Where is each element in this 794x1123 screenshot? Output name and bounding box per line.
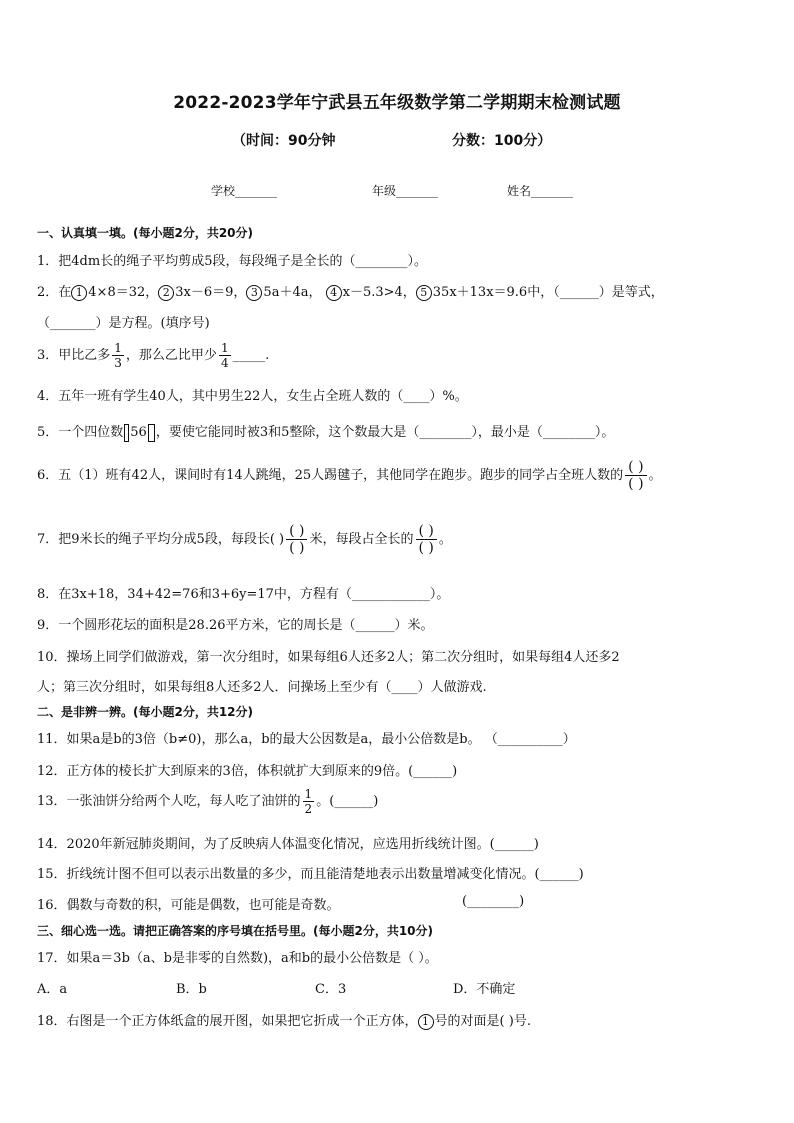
exam-time: （时间：90分钟 <box>232 133 336 149</box>
school-field: 学校_______ <box>211 184 278 198</box>
question-14: 14．2020年新冠肺炎期间，为了反映病人体温变化情况，应选用折线统计图。(______) <box>37 837 539 852</box>
answer-fraction-blank: $\frac{( )}{( )}$ <box>625 460 646 491</box>
answer-fraction-blank: $\frac{( )}{( )}$ <box>416 524 437 555</box>
circled-number-4: 4 <box>326 285 342 301</box>
question-3: 3．甲比乙多 $\frac{1}{3}$ ，那么乙比甲少 $\frac{1}{4}$ _____. <box>37 341 270 370</box>
fraction-one-half: $\frac{1}{2}$ <box>304 787 313 816</box>
section-2-heading: 二、是非辨一辨。(每小题2分，共12分) <box>37 705 254 719</box>
digit-box <box>148 424 155 442</box>
question-13: 13．一张油饼分给两个人吃，每人吃了油饼的 $\frac{1}{2}$ 。(______) <box>37 787 379 816</box>
section-1-heading: 一、认真填一填。(每小题2分，共20分) <box>37 226 254 240</box>
question-9: 9．一个圆形花坛的面积是28.26平方米，它的周长是（______）米。 <box>37 618 434 633</box>
option-b: B．b <box>176 982 207 997</box>
question-11: 11．如果a是b的3倍（b≠0)，那么a，b的最大公因数是a，最小公倍数是b。 （__________） <box>37 732 576 747</box>
question-16-answer-blank: (________) <box>462 894 525 909</box>
question-16: 16．偶数与奇数的积，可能是偶数，也可能是奇数。 <box>37 898 340 913</box>
question-7: 7．把9米长的绳子平均分成5段，每段长( ) $\frac{( )}{( )}$ 米，每段占全长的 $\frac{( )}{( )}$ 。 <box>37 523 452 556</box>
question-8: 8．在3x+18，34+42=76和3+6y=17中，方程有（____________）。 <box>37 587 450 602</box>
grade-field: 年级_______ <box>372 184 439 198</box>
option-d: D．不确定 <box>453 982 516 997</box>
question-2-line-2: （_______）是方程。(填序号) <box>37 316 210 331</box>
fraction-one-quarter: $\frac{1}{4}$ <box>220 341 229 370</box>
name-field: 姓名_______ <box>507 184 574 198</box>
answer-fraction-blank: $\frac{( )}{( )}$ <box>286 524 307 555</box>
digit-box <box>124 424 129 442</box>
question-4: 4．五年一班有学生40人，其中男生22人，女生占全班人数的（____）%。 <box>37 389 468 404</box>
question-10: 10．操场上同学们做游戏，第一次分组时，如果每组6人还多2人；第二次分组时，如果每组4人还多2 <box>37 650 620 665</box>
section-3-heading: 三、细心选一选。请把正确答案的序号填在括号里。(每小题2分，共10分) <box>37 924 434 938</box>
question-10-line-2: 人；第三次分组时，如果每组8人还多2人．问操场上至少有（____）人做游戏. <box>37 680 487 695</box>
exam-score: 分数：100分） <box>452 133 552 149</box>
question-5: 5．一个四位数 56 ，要使它能同时被3和5整除，这个数最大是（________），最小是（________）。 <box>37 425 615 440</box>
question-15: 15．折线统计图不但可以表示出数量的多少，而且能清楚地表示出数量增减变化情况。(______) <box>37 867 584 882</box>
option-c: C．3 <box>315 982 347 997</box>
option-a: A．a <box>37 982 68 997</box>
question-6: 6．五（1）班有42人，课间时有14人跳绳，25人踢毽子，其他同学在跑步。跑步的同学占全班人数的 $\frac{( )}{( )}$ 。 <box>37 459 662 492</box>
fraction-one-third: $\frac{1}{3}$ <box>114 341 122 370</box>
question-12: 12．正方体的棱长扩大到原来的3倍，体积就扩大到原来的9倍。(______) <box>37 764 458 779</box>
question-1: 1．把4dm长的绳子平均剪成5段，每段绳子是全长的（________）。 <box>37 254 427 269</box>
circled-number-2: 2 <box>158 285 174 301</box>
page-title: 2022-2023学年宁武县五年级数学第二学期期末检测试题 <box>173 93 621 113</box>
question-18: 18．右图是一个正方体纸盒的展开图，如果把它折成一个正方体， 1 号的对面是( )号. <box>37 1014 531 1029</box>
circled-number-3: 3 <box>246 285 262 301</box>
circled-number-5: 5 <box>416 285 432 301</box>
question-17: 17．如果a＝3b（a、b是非零的自然数)，a和b的最小公倍数是（ ）。 <box>37 951 438 966</box>
circled-number-1: 1 <box>71 285 87 301</box>
circled-number-1: 1 <box>418 1014 434 1030</box>
question-2: 2．在 1 4×8＝32， 2 3x－6＝9， 3 5a＋4a， 4 x－5.3>4， 5 35x＋13x＝9.6中，（______）是等式， <box>37 285 664 300</box>
